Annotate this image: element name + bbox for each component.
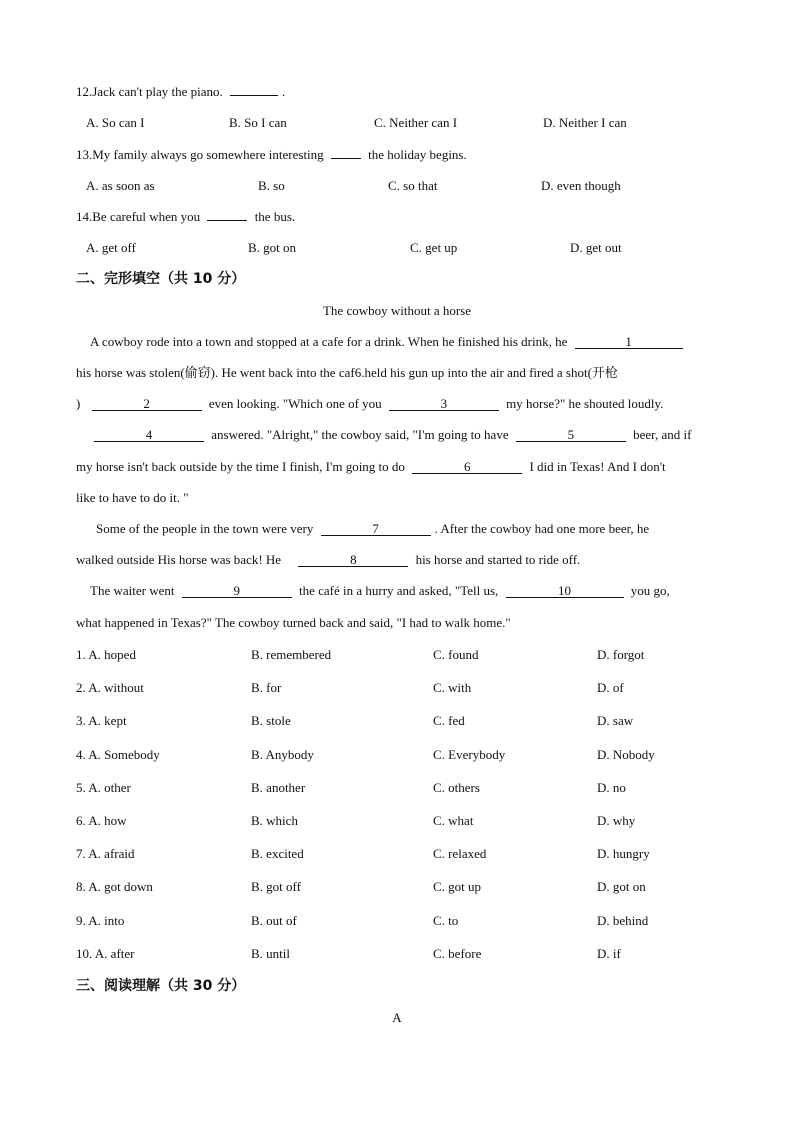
option-c: C. so that xyxy=(388,178,438,193)
cloze-blank-3: 3 xyxy=(389,397,499,411)
choice-10-b: B. until xyxy=(251,946,291,961)
choice-1-b: B. remembered xyxy=(251,647,332,662)
cloze-blank-10: 10 xyxy=(506,584,624,598)
choice-2-b: B. for xyxy=(251,680,282,695)
choice-10-a: 10. A. after xyxy=(76,946,135,961)
question-stem: 12.Jack can't play the piano. xyxy=(76,84,223,99)
passage-label: A xyxy=(392,1010,402,1025)
choice-4-b: B. Anybody xyxy=(251,747,314,762)
choice-7-a: 7. A. afraid xyxy=(76,846,135,861)
choice-4-a: 4. A. Somebody xyxy=(76,747,160,762)
passage-text: the café in a hurry and asked, "Tell us, xyxy=(298,583,499,598)
question-stem-end: the bus. xyxy=(254,209,296,224)
option-c: C. Neither can I xyxy=(374,115,458,130)
section-heading: 二、完形填空（共 10 分） xyxy=(76,271,246,287)
question-stem-end: . xyxy=(282,84,286,99)
choice-5-a: 5. A. other xyxy=(76,780,131,795)
choice-6-d: D. why xyxy=(597,813,636,828)
choice-7-b: B. excited xyxy=(251,846,304,861)
passage-text: A cowboy rode into a town and stopped at a cafe for a drink. When he finished his drink, he xyxy=(90,334,568,349)
choice-8-b: B. got off xyxy=(251,879,301,894)
passage-line xyxy=(90,334,687,350)
passage-text: The waiter went xyxy=(90,583,175,598)
answer-blank xyxy=(230,95,278,96)
passage-line xyxy=(76,459,666,475)
option-d: D. Neither I can xyxy=(543,115,627,130)
question-14 xyxy=(76,209,295,225)
option-c: C. get up xyxy=(410,240,458,255)
section-heading: 三、阅读理解（共 30 分） xyxy=(76,978,246,994)
choice-9-b: B. out of xyxy=(251,913,297,928)
passage-text: my horse isn't back outside by the time I finish, I'm going to do xyxy=(76,459,405,474)
choice-7-d: D. hungry xyxy=(597,846,650,861)
passage-text: walked outside His horse was back! He xyxy=(76,552,282,567)
option-b: B. so xyxy=(258,178,285,193)
answer-blank xyxy=(207,220,247,221)
cloze-blank-4: 4 xyxy=(94,428,204,442)
cloze-blank-9: 9 xyxy=(182,584,292,598)
question-13 xyxy=(76,147,467,163)
passage-line: like to have to do it. " xyxy=(76,490,189,505)
passage-line xyxy=(96,521,649,537)
choice-9-c: C. to xyxy=(433,913,459,928)
passage-text: beer, and if xyxy=(633,427,692,442)
passage-text: you go, xyxy=(630,583,670,598)
passage-line xyxy=(90,427,691,443)
choice-1-c: C. found xyxy=(433,647,479,662)
choice-9-a: 9. A. into xyxy=(76,913,125,928)
choice-9-d: D. behind xyxy=(597,913,649,928)
option-b: B. got on xyxy=(248,240,297,255)
cloze-blank-6: 6 xyxy=(412,460,522,474)
passage-text: ) xyxy=(76,396,81,411)
choice-4-c: C. Everybody xyxy=(433,747,506,762)
choice-2-d: D. of xyxy=(597,680,624,695)
option-a: A. get off xyxy=(86,240,136,255)
choice-3-d: D. saw xyxy=(597,713,634,728)
choice-5-d: D. no xyxy=(597,780,626,795)
passage-text: his horse and started to ride off. xyxy=(415,552,581,567)
option-d: D. get out xyxy=(570,240,622,255)
passage-line xyxy=(90,583,670,599)
passage-text: Some of the people in the town were very xyxy=(96,521,314,536)
choice-8-d: D. got on xyxy=(597,879,646,894)
passage-text: my horse?" he shouted loudly. xyxy=(506,396,664,411)
passage-text: answered. "Alright," the cowboy said, "I'm going to have xyxy=(211,427,509,442)
choice-6-b: B. which xyxy=(251,813,298,828)
passage-text: I did in Texas! And I don't xyxy=(529,459,666,474)
choice-3-a: 3. A. kept xyxy=(76,713,127,728)
cloze-blank-7: 7 xyxy=(321,522,431,536)
choice-2-c: C. with xyxy=(433,680,472,695)
choice-6-c: C. what xyxy=(433,813,474,828)
question-stem: 13.My family always go somewhere interesting xyxy=(76,147,324,162)
choice-1-d: D. forgot xyxy=(597,647,645,662)
choice-1-a: 1. A. hoped xyxy=(76,647,136,662)
question-stem-end: the holiday begins. xyxy=(368,147,467,162)
choice-7-c: C. relaxed xyxy=(433,846,487,861)
choice-8-c: C. got up xyxy=(433,879,482,894)
option-a: A. as soon as xyxy=(86,178,155,193)
choice-3-c: C. fed xyxy=(433,713,465,728)
question-stem: 14.Be careful when you xyxy=(76,209,201,224)
passage-line xyxy=(76,552,580,568)
passage-line: what happened in Texas?" The cowboy turned back and said, "I had to walk home." xyxy=(76,615,511,630)
choice-2-a: 2. A. without xyxy=(76,680,144,695)
choice-10-d: D. if xyxy=(597,946,621,961)
option-b: B. So I can xyxy=(229,115,287,130)
passage-title: The cowboy without a horse xyxy=(322,303,472,318)
choice-5-b: B. another xyxy=(251,780,306,795)
passage-line xyxy=(76,396,663,412)
question-12 xyxy=(76,84,285,100)
cloze-blank-1: 1 xyxy=(575,335,683,349)
choice-3-b: B. stole xyxy=(251,713,291,728)
choice-10-c: C. before xyxy=(433,946,482,961)
answer-blank xyxy=(331,158,361,159)
option-d: D. even though xyxy=(541,178,621,193)
cloze-blank-5: 5 xyxy=(516,428,626,442)
passage-text: even looking. "Which one of you xyxy=(208,396,382,411)
choice-6-a: 6. A. how xyxy=(76,813,127,828)
passage-text: . After the cowboy had one more beer, he xyxy=(434,521,650,536)
cloze-blank-2: 2 xyxy=(92,397,202,411)
cloze-blank-8: 8 xyxy=(298,553,408,567)
choice-4-d: D. Nobody xyxy=(597,747,655,762)
choice-5-c: C. others xyxy=(433,780,480,795)
option-a: A. So can I xyxy=(86,115,145,130)
choice-8-a: 8. A. got down xyxy=(76,879,153,894)
passage-line: his horse was stolen(偷窃). He went back into the caf6.held his gun up into the air and fired a shot(开枪 xyxy=(76,365,618,380)
